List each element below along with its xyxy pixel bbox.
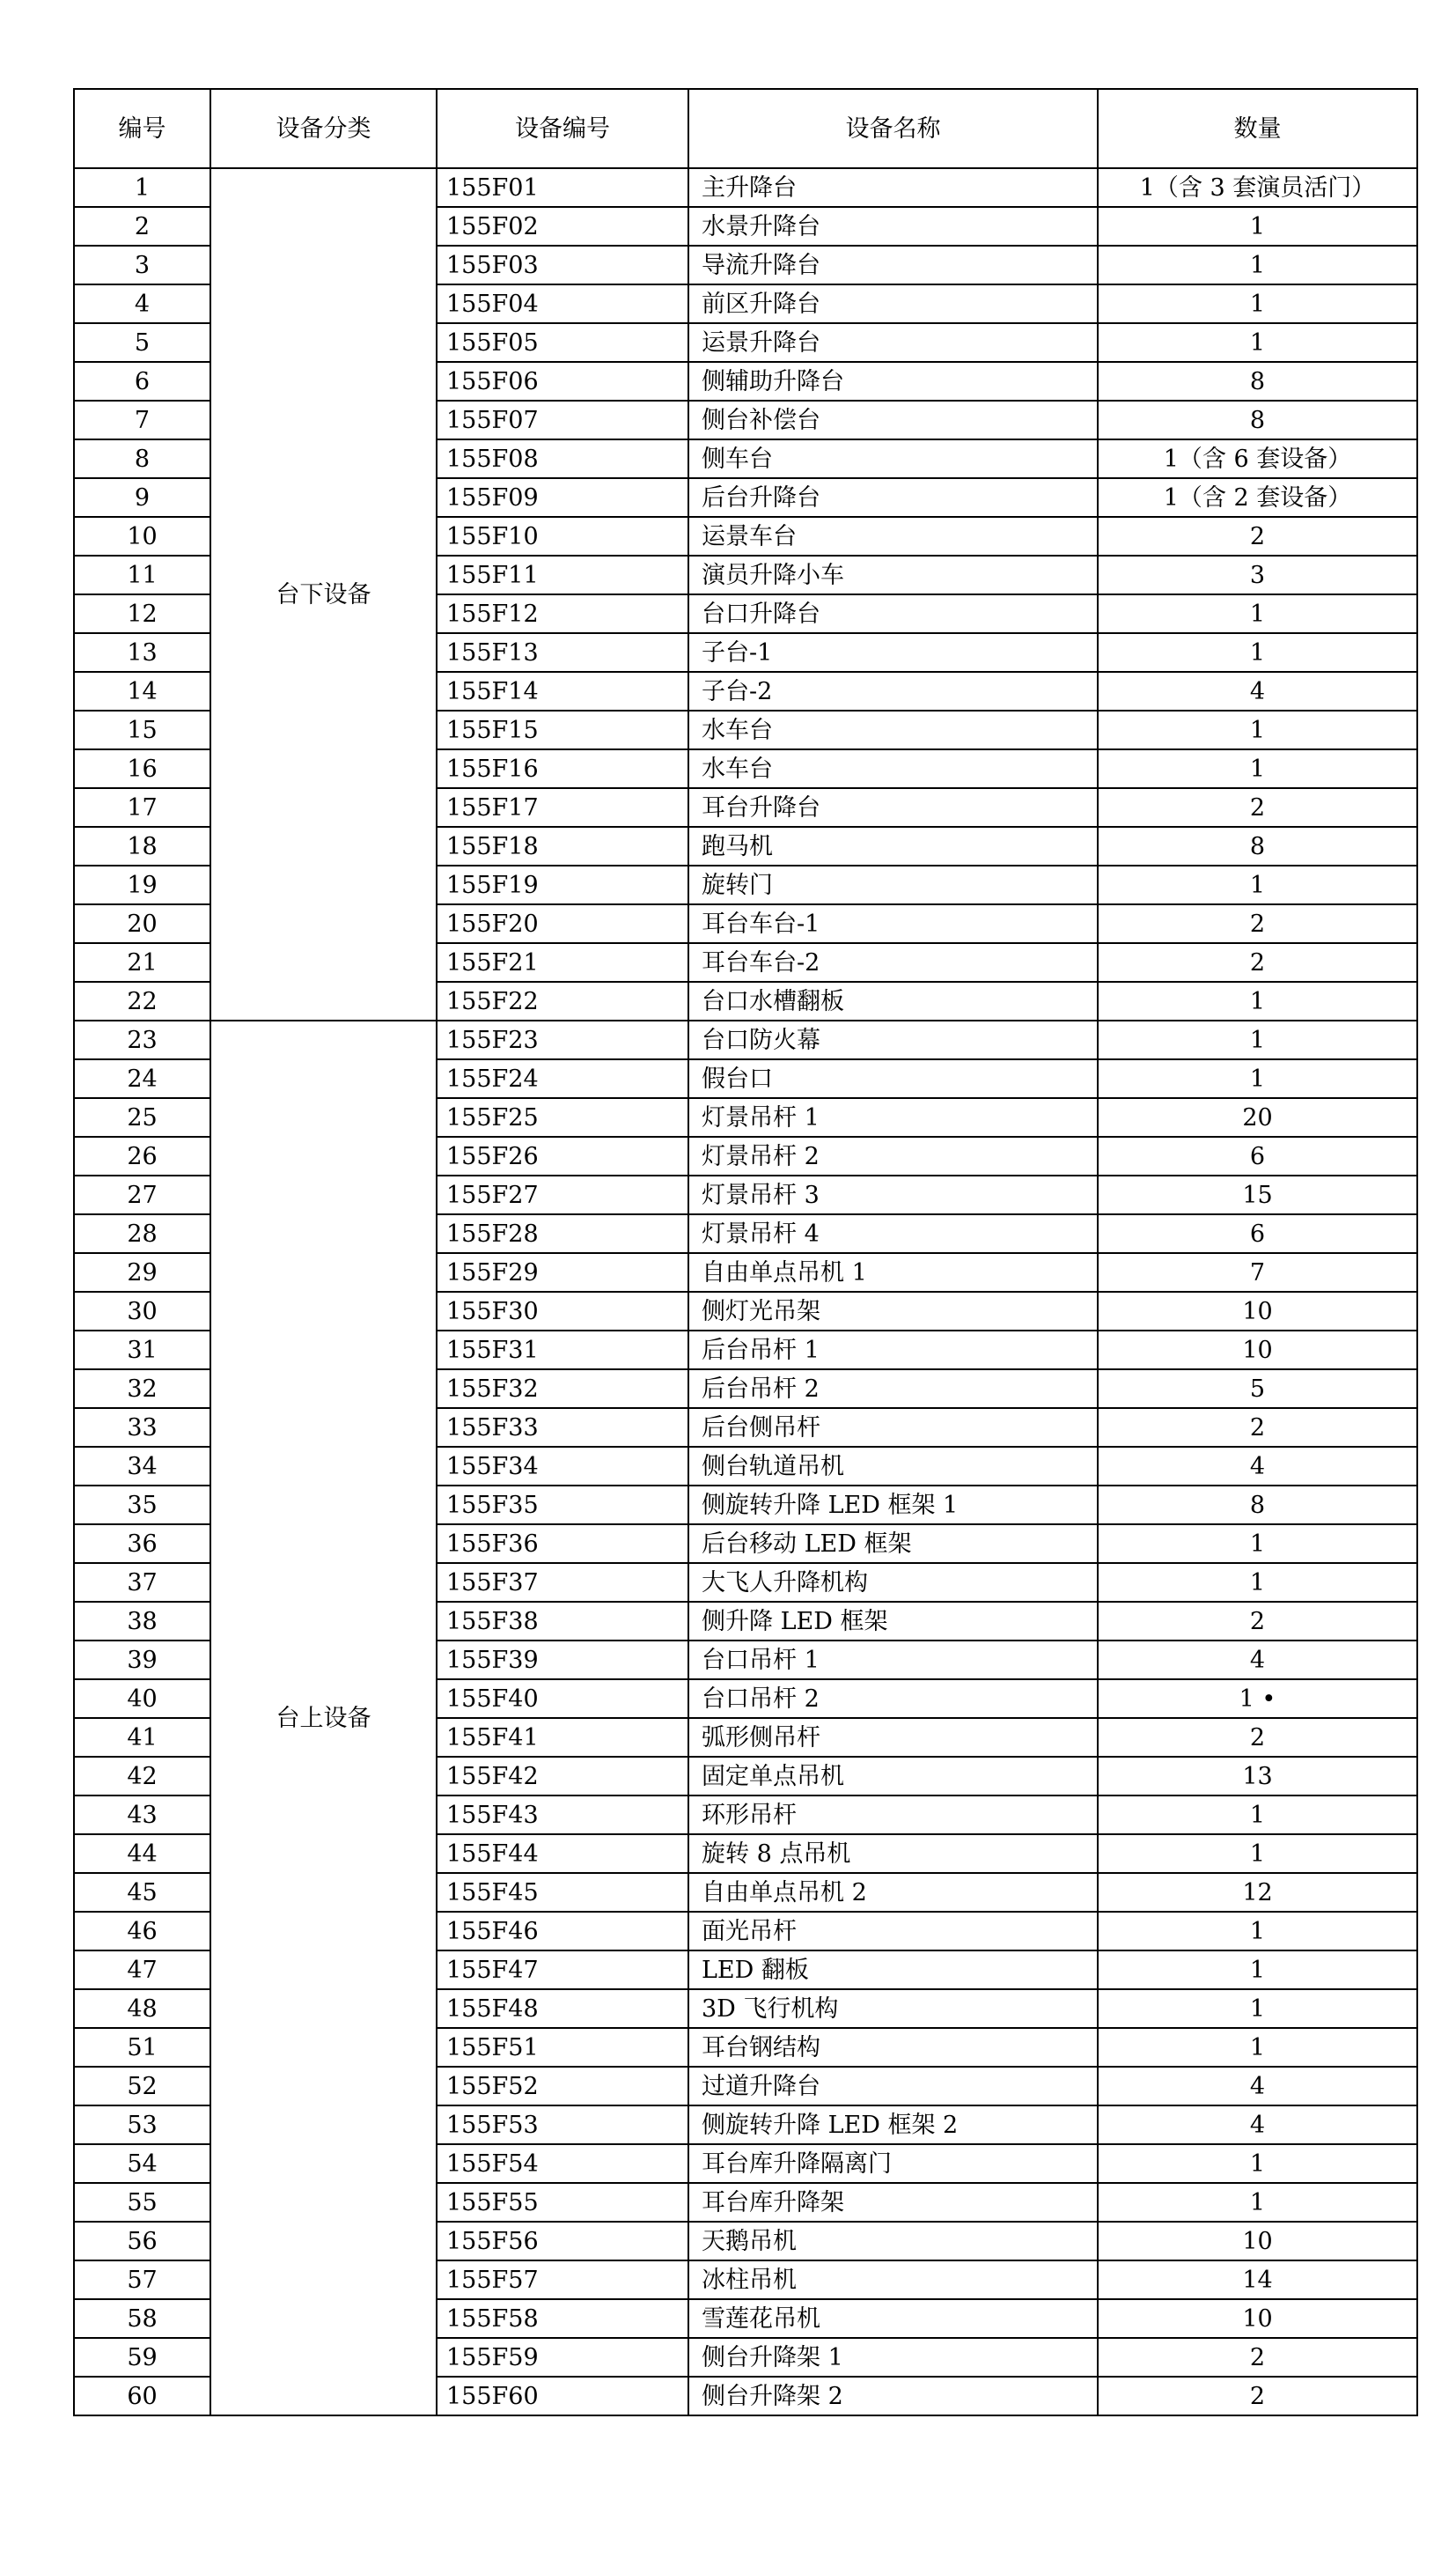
equipment-quantity: 1 [1098, 982, 1417, 1021]
equipment-quantity: 1 [1098, 246, 1417, 284]
equipment-name: 自由单点吊机 1 [688, 1253, 1098, 1292]
equipment-quantity: 7 [1098, 1253, 1417, 1292]
row-number: 33 [74, 1408, 210, 1447]
row-number: 9 [74, 478, 210, 517]
row-number: 41 [74, 1718, 210, 1757]
row-number: 40 [74, 1679, 210, 1718]
equipment-name: 环形吊杆 [688, 1795, 1098, 1834]
equipment-code: 155F03 [437, 246, 688, 284]
equipment-code: 155F10 [437, 517, 688, 556]
equipment-code: 155F23 [437, 1021, 688, 1059]
row-number: 47 [74, 1950, 210, 1989]
equipment-code: 155F08 [437, 439, 688, 478]
equipment-name: 侧台升降架 1 [688, 2338, 1098, 2377]
equipment-name: 子台-2 [688, 672, 1098, 711]
equipment-quantity: 6 [1098, 1214, 1417, 1253]
equipment-quantity: 4 [1098, 1447, 1417, 1486]
table-row [74, 168, 1417, 207]
equipment-code: 155F12 [437, 594, 688, 633]
equipment-quantity: 1 [1098, 866, 1417, 904]
equipment-name: 耳台钢结构 [688, 2028, 1098, 2067]
equipment-name: 旋转门 [688, 866, 1098, 904]
equipment-code: 155F42 [437, 1757, 688, 1795]
equipment-name: 运景车台 [688, 517, 1098, 556]
row-number: 5 [74, 323, 210, 362]
equipment-code: 155F16 [437, 749, 688, 788]
equipment-quantity: 2 [1098, 1408, 1417, 1447]
equipment-code: 155F53 [437, 2105, 688, 2144]
equipment-name: 冰柱吊机 [688, 2260, 1098, 2299]
equipment-name: 侧台补偿台 [688, 401, 1098, 439]
row-number: 22 [74, 982, 210, 1021]
equipment-quantity: 1 [1098, 711, 1417, 749]
row-number: 15 [74, 711, 210, 749]
row-number: 2 [74, 207, 210, 246]
equipment-quantity: 4 [1098, 2105, 1417, 2144]
equipment-quantity: 4 [1098, 1641, 1417, 1679]
equipment-name: 侧车台 [688, 439, 1098, 478]
equipment-code: 155F01 [437, 168, 688, 207]
equipment-name: 耳台车台-1 [688, 904, 1098, 943]
equipment-name: 3D 飞行机构 [688, 1989, 1098, 2028]
row-number: 26 [74, 1137, 210, 1176]
row-number: 18 [74, 827, 210, 866]
equipment-quantity: 1 [1098, 323, 1417, 362]
header-number: 编号 [74, 89, 210, 168]
row-number: 59 [74, 2338, 210, 2377]
equipment-quantity: 2 [1098, 788, 1417, 827]
equipment-code: 155F41 [437, 1718, 688, 1757]
row-number: 16 [74, 749, 210, 788]
row-number: 30 [74, 1292, 210, 1331]
equipment-quantity: 1 [1098, 2144, 1417, 2183]
table-row [74, 1021, 1417, 1059]
equipment-name: 水车台 [688, 749, 1098, 788]
equipment-name: 侧升降 LED 框架 [688, 1602, 1098, 1641]
equipment-code: 155F47 [437, 1950, 688, 1989]
row-number: 23 [74, 1021, 210, 1059]
equipment-quantity: 1 [1098, 1912, 1417, 1950]
equipment-quantity: 1 [1098, 2028, 1417, 2067]
equipment-name: 子台-1 [688, 633, 1098, 672]
equipment-name: 过道升降台 [688, 2067, 1098, 2105]
equipment-code: 155F14 [437, 672, 688, 711]
equipment-quantity: 8 [1098, 401, 1417, 439]
row-number: 44 [74, 1834, 210, 1873]
equipment-quantity: 8 [1098, 362, 1417, 401]
equipment-quantity: 2 [1098, 1602, 1417, 1641]
equipment-quantity: 8 [1098, 1486, 1417, 1524]
equipment-code: 155F18 [437, 827, 688, 866]
equipment-name: 灯景吊杆 2 [688, 1137, 1098, 1176]
equipment-quantity: 1 [1098, 633, 1417, 672]
equipment-code: 155F20 [437, 904, 688, 943]
equipment-name: 固定单点吊机 [688, 1757, 1098, 1795]
row-number: 58 [74, 2299, 210, 2338]
equipment-code: 155F54 [437, 2144, 688, 2183]
equipment-quantity: 1（含 6 套设备） [1098, 439, 1417, 478]
row-number: 45 [74, 1873, 210, 1912]
row-number: 37 [74, 1563, 210, 1602]
equipment-name: 面光吊杆 [688, 1912, 1098, 1950]
equipment-quantity: 4 [1098, 2067, 1417, 2105]
equipment-name: 耳台升降台 [688, 788, 1098, 827]
equipment-name: 台口升降台 [688, 594, 1098, 633]
equipment-list-page [73, 88, 1416, 2416]
equipment-name: 台口水槽翻板 [688, 982, 1098, 1021]
table-body [74, 168, 1417, 2415]
header-quantity: 数量 [1098, 89, 1417, 168]
equipment-quantity: 1 [1098, 1021, 1417, 1059]
row-number: 35 [74, 1486, 210, 1524]
equipment-quantity: 10 [1098, 2222, 1417, 2260]
equipment-name: 导流升降台 [688, 246, 1098, 284]
category-cell: 台下设备 [210, 168, 437, 1021]
equipment-name: 灯景吊杆 4 [688, 1214, 1098, 1253]
equipment-code: 155F05 [437, 323, 688, 362]
row-number: 39 [74, 1641, 210, 1679]
equipment-name: 自由单点吊机 2 [688, 1873, 1098, 1912]
equipment-quantity: 1（含 3 套演员活门） [1098, 168, 1417, 207]
row-number: 27 [74, 1176, 210, 1214]
equipment-name: 水景升降台 [688, 207, 1098, 246]
equipment-code: 155F39 [437, 1641, 688, 1679]
equipment-quantity: 2 [1098, 517, 1417, 556]
row-number: 20 [74, 904, 210, 943]
equipment-code: 155F22 [437, 982, 688, 1021]
equipment-code: 155F38 [437, 1602, 688, 1641]
equipment-code: 155F52 [437, 2067, 688, 2105]
row-number: 34 [74, 1447, 210, 1486]
header-equipment-name: 设备名称 [688, 89, 1098, 168]
row-number: 4 [74, 284, 210, 323]
row-number: 57 [74, 2260, 210, 2299]
equipment-code: 155F07 [437, 401, 688, 439]
equipment-quantity: 1 [1098, 2183, 1417, 2222]
row-number: 12 [74, 594, 210, 633]
category-cell: 台上设备 [210, 1021, 437, 2415]
equipment-name: LED 翻板 [688, 1950, 1098, 1989]
header-category: 设备分类 [210, 89, 437, 168]
equipment-name: 后台移动 LED 框架 [688, 1524, 1098, 1563]
equipment-name: 天鹅吊机 [688, 2222, 1098, 2260]
row-number: 1 [74, 168, 210, 207]
equipment-name: 台口吊杆 1 [688, 1641, 1098, 1679]
equipment-quantity: 1 [1098, 594, 1417, 633]
equipment-code: 155F40 [437, 1679, 688, 1718]
equipment-code: 155F17 [437, 788, 688, 827]
equipment-code: 155F32 [437, 1369, 688, 1408]
equipment-name: 耳台库升降隔离门 [688, 2144, 1098, 2183]
row-number: 19 [74, 866, 210, 904]
equipment-code: 155F60 [437, 2377, 688, 2415]
equipment-quantity: 12 [1098, 1873, 1417, 1912]
equipment-name: 侧旋转升降 LED 框架 1 [688, 1486, 1098, 1524]
equipment-code: 155F34 [437, 1447, 688, 1486]
equipment-code: 155F25 [437, 1098, 688, 1137]
row-number: 10 [74, 517, 210, 556]
equipment-quantity: 5 [1098, 1369, 1417, 1408]
equipment-name: 后台吊杆 1 [688, 1331, 1098, 1369]
equipment-quantity: 1（含 2 套设备） [1098, 478, 1417, 517]
equipment-code: 155F04 [437, 284, 688, 323]
equipment-quantity: 6 [1098, 1137, 1417, 1176]
row-number: 36 [74, 1524, 210, 1563]
equipment-name: 台口吊杆 2 [688, 1679, 1098, 1718]
row-number: 31 [74, 1331, 210, 1369]
equipment-code: 155F15 [437, 711, 688, 749]
equipment-code: 155F27 [437, 1176, 688, 1214]
equipment-code: 155F31 [437, 1331, 688, 1369]
equipment-code: 155F51 [437, 2028, 688, 2067]
equipment-code: 155F59 [437, 2338, 688, 2377]
equipment-quantity: 10 [1098, 1292, 1417, 1331]
row-number: 14 [74, 672, 210, 711]
equipment-code: 155F36 [437, 1524, 688, 1563]
equipment-code: 155F11 [437, 556, 688, 594]
equipment-table [73, 88, 1418, 2416]
equipment-quantity: 1 [1098, 207, 1417, 246]
equipment-code: 155F45 [437, 1873, 688, 1912]
equipment-quantity: 1 [1098, 1563, 1417, 1602]
equipment-name: 水车台 [688, 711, 1098, 749]
row-number: 6 [74, 362, 210, 401]
equipment-code: 155F02 [437, 207, 688, 246]
equipment-code: 155F09 [437, 478, 688, 517]
equipment-code: 155F35 [437, 1486, 688, 1524]
row-number: 54 [74, 2144, 210, 2183]
equipment-quantity: 4 [1098, 672, 1417, 711]
equipment-code: 155F29 [437, 1253, 688, 1292]
equipment-code: 155F56 [437, 2222, 688, 2260]
row-number: 53 [74, 2105, 210, 2144]
equipment-name: 灯景吊杆 1 [688, 1098, 1098, 1137]
equipment-code: 155F13 [437, 633, 688, 672]
equipment-quantity: 1 [1098, 749, 1417, 788]
equipment-quantity: 2 [1098, 1718, 1417, 1757]
equipment-quantity: 1 [1098, 1059, 1417, 1098]
equipment-code: 155F24 [437, 1059, 688, 1098]
equipment-quantity: 1 [1098, 284, 1417, 323]
equipment-code: 155F43 [437, 1795, 688, 1834]
equipment-name: 侧辅助升降台 [688, 362, 1098, 401]
equipment-name: 耳台库升降架 [688, 2183, 1098, 2222]
table-header-row [74, 89, 1417, 168]
equipment-quantity: 8 [1098, 827, 1417, 866]
equipment-name: 侧旋转升降 LED 框架 2 [688, 2105, 1098, 2144]
equipment-quantity: 10 [1098, 2299, 1417, 2338]
row-number: 52 [74, 2067, 210, 2105]
row-number: 28 [74, 1214, 210, 1253]
equipment-quantity: 3 [1098, 556, 1417, 594]
row-number: 48 [74, 1989, 210, 2028]
equipment-quantity: 1 [1098, 1950, 1417, 1989]
equipment-quantity: 2 [1098, 943, 1417, 982]
equipment-name: 演员升降小车 [688, 556, 1098, 594]
equipment-code: 155F48 [437, 1989, 688, 2028]
equipment-quantity: 1 • [1098, 1679, 1417, 1718]
row-number: 8 [74, 439, 210, 478]
equipment-quantity: 1 [1098, 1834, 1417, 1873]
row-number: 32 [74, 1369, 210, 1408]
equipment-quantity: 14 [1098, 2260, 1417, 2299]
equipment-code: 155F46 [437, 1912, 688, 1950]
row-number: 3 [74, 246, 210, 284]
equipment-name: 雪莲花吊机 [688, 2299, 1098, 2338]
equipment-name: 后台侧吊杆 [688, 1408, 1098, 1447]
equipment-code: 155F21 [437, 943, 688, 982]
equipment-name: 旋转 8 点吊机 [688, 1834, 1098, 1873]
row-number: 21 [74, 943, 210, 982]
row-number: 51 [74, 2028, 210, 2067]
equipment-quantity: 2 [1098, 2338, 1417, 2377]
equipment-name: 主升降台 [688, 168, 1098, 207]
row-number: 42 [74, 1757, 210, 1795]
equipment-code: 155F30 [437, 1292, 688, 1331]
equipment-name: 侧台轨道吊机 [688, 1447, 1098, 1486]
equipment-quantity: 1 [1098, 1989, 1417, 2028]
equipment-code: 155F26 [437, 1137, 688, 1176]
equipment-code: 155F28 [437, 1214, 688, 1253]
row-number: 38 [74, 1602, 210, 1641]
row-number: 13 [74, 633, 210, 672]
row-number: 56 [74, 2222, 210, 2260]
equipment-quantity: 15 [1098, 1176, 1417, 1214]
row-number: 55 [74, 2183, 210, 2222]
equipment-quantity: 1 [1098, 1524, 1417, 1563]
equipment-name: 跑马机 [688, 827, 1098, 866]
row-number: 46 [74, 1912, 210, 1950]
equipment-code: 155F37 [437, 1563, 688, 1602]
row-number: 17 [74, 788, 210, 827]
row-number: 7 [74, 401, 210, 439]
equipment-name: 耳台车台-2 [688, 943, 1098, 982]
equipment-code: 155F06 [437, 362, 688, 401]
equipment-quantity: 2 [1098, 2377, 1417, 2415]
equipment-code: 155F44 [437, 1834, 688, 1873]
row-number: 60 [74, 2377, 210, 2415]
equipment-quantity: 1 [1098, 1795, 1417, 1834]
equipment-quantity: 10 [1098, 1331, 1417, 1369]
row-number: 11 [74, 556, 210, 594]
equipment-name: 侧台升降架 2 [688, 2377, 1098, 2415]
row-number: 25 [74, 1098, 210, 1137]
equipment-name: 大飞人升降机构 [688, 1563, 1098, 1602]
equipment-name: 弧形侧吊杆 [688, 1718, 1098, 1757]
equipment-code: 155F57 [437, 2260, 688, 2299]
row-number: 43 [74, 1795, 210, 1834]
row-number: 29 [74, 1253, 210, 1292]
equipment-code: 155F58 [437, 2299, 688, 2338]
equipment-code: 155F19 [437, 866, 688, 904]
equipment-name: 灯景吊杆 3 [688, 1176, 1098, 1214]
equipment-name: 台口防火幕 [688, 1021, 1098, 1059]
row-number: 24 [74, 1059, 210, 1098]
equipment-name: 侧灯光吊架 [688, 1292, 1098, 1331]
equipment-code: 155F33 [437, 1408, 688, 1447]
equipment-code: 155F55 [437, 2183, 688, 2222]
equipment-quantity: 20 [1098, 1098, 1417, 1137]
header-equipment-code: 设备编号 [437, 89, 688, 168]
equipment-name: 运景升降台 [688, 323, 1098, 362]
equipment-name: 后台吊杆 2 [688, 1369, 1098, 1408]
equipment-name: 前区升降台 [688, 284, 1098, 323]
equipment-quantity: 13 [1098, 1757, 1417, 1795]
equipment-name: 后台升降台 [688, 478, 1098, 517]
equipment-quantity: 2 [1098, 904, 1417, 943]
equipment-name: 假台口 [688, 1059, 1098, 1098]
